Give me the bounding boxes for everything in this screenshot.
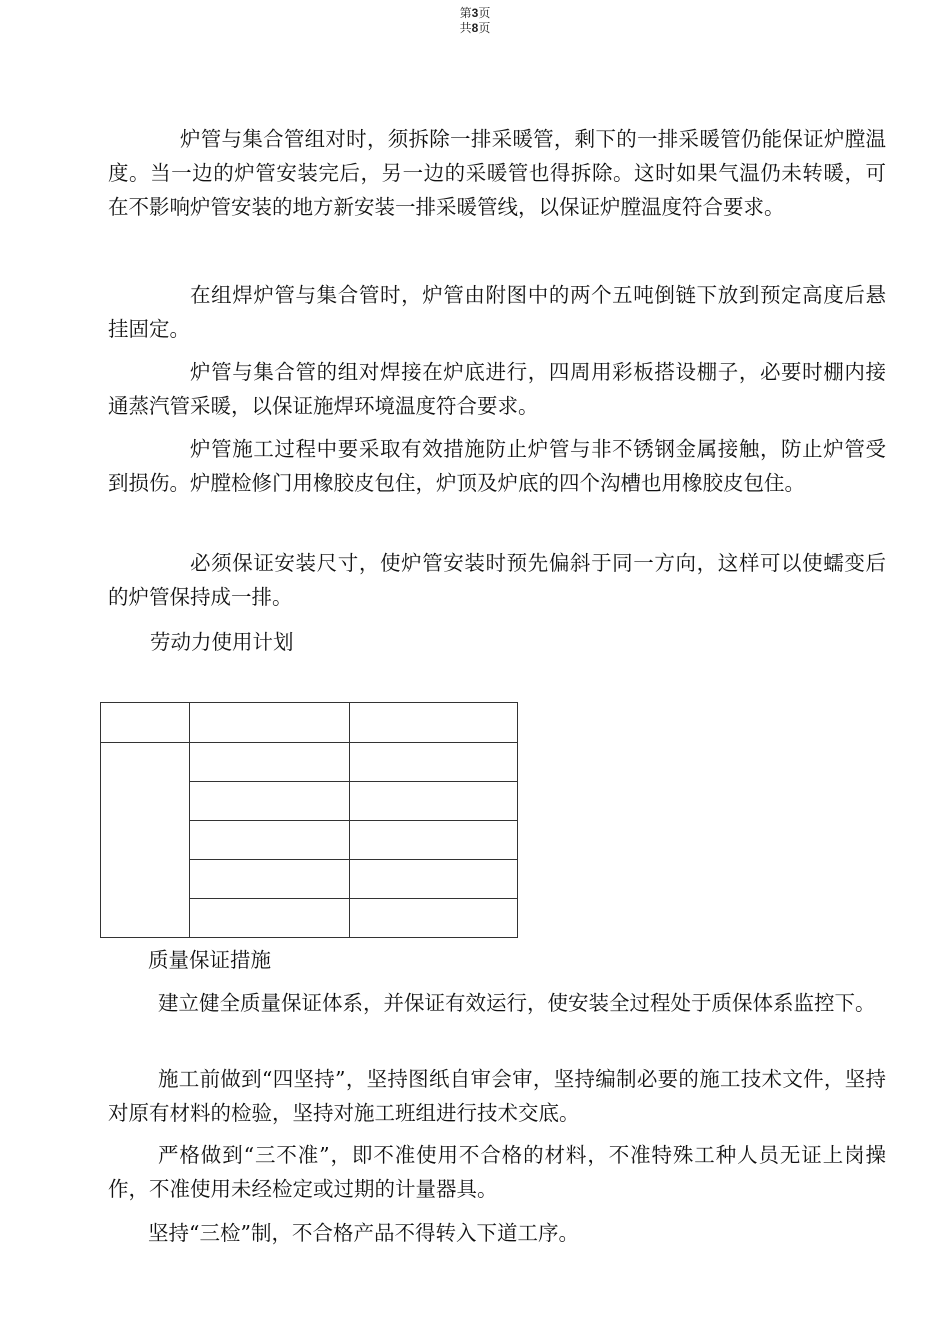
table-cell: [350, 821, 518, 860]
table-cell: [190, 782, 350, 821]
table-cell: [350, 782, 518, 821]
page-number: 3: [471, 6, 479, 20]
paragraph-install-dimension: 必须保证安装尺寸，使炉管安装时预先偏斜于同一方向，这样可以使蠕变后的炉管保持成一排。: [108, 551, 886, 609]
table-cell: [190, 743, 350, 782]
table-cell: [350, 743, 518, 782]
paragraph-four-insistences: 施工前做到“四坚持”，坚持图纸自审会审，坚持编制必要的施工技术文件，坚持对原有材料的检验，坚持对施工班组进行技术交底。: [108, 1067, 886, 1125]
paragraph-weld-shelter: 炉管与集合管的组对焊接在炉底进行，四周用彩板搭设棚子，必要时棚内接通蒸汽管采暖，以保证施焊环境温度符合要求。: [108, 360, 886, 418]
table-cell: [101, 703, 190, 743]
table-cell: [350, 899, 518, 938]
total-pages-line: 共8页: [459, 21, 491, 35]
table-cell: [190, 860, 350, 899]
table-cell: [190, 899, 350, 938]
table-merged-cell: [101, 743, 190, 938]
paragraph-three-inspections: 坚持“三检”制，不合格产品不得转入下道工序。: [148, 1221, 579, 1245]
page-header: [0, 6, 950, 36]
table-cell: [190, 821, 350, 860]
table-header-row: [101, 703, 518, 743]
labor-plan-table: [100, 702, 518, 938]
table-cell: [350, 703, 518, 743]
paragraph-tube-protection: 炉管施工过程中要采取有效措施防止炉管与非不锈钢金属接触，防止炉管受到损伤。炉膛检修门用橡胶皮包住，炉顶及炉底的四个沟槽也用橡胶皮包住。: [108, 437, 886, 495]
page-number-line: 第3页: [459, 6, 491, 20]
paragraph-three-prohibitions: 严格做到“三不准”，即不准使用不合格的材料，不准特殊工种人员无证上岗操作，不准使用未经检定或过期的计量器具。: [108, 1143, 886, 1201]
paragraph-welding-hoist: 在组焊炉管与集合管时，炉管由附图中的两个五吨倒链下放到预定高度后悬挂固定。: [108, 283, 886, 341]
table-cell: [350, 860, 518, 899]
quality-measures-heading: 质量保证措施: [148, 948, 271, 972]
table-cell: [190, 703, 350, 743]
table-row: [101, 743, 518, 782]
labor-plan-heading: 劳动力使用计划: [150, 630, 294, 654]
paragraph-collector-assembly: 炉管与集合管组对时，须拆除一排采暖管，剩下的一排采暖管仍能保证炉膛温度。当一边的炉管安装完后，另一边的采暖管也得拆除。这时如果气温仍未转暖，可在不影响炉管安装的地方新安装一排采暖管线，以保证炉膛温度符合要求。: [108, 127, 886, 219]
total-pages: 8: [471, 21, 479, 35]
paragraph-quality-system: 建立健全质量保证体系，并保证有效运行，使安装全过程处于质保体系监控下。: [158, 991, 876, 1015]
